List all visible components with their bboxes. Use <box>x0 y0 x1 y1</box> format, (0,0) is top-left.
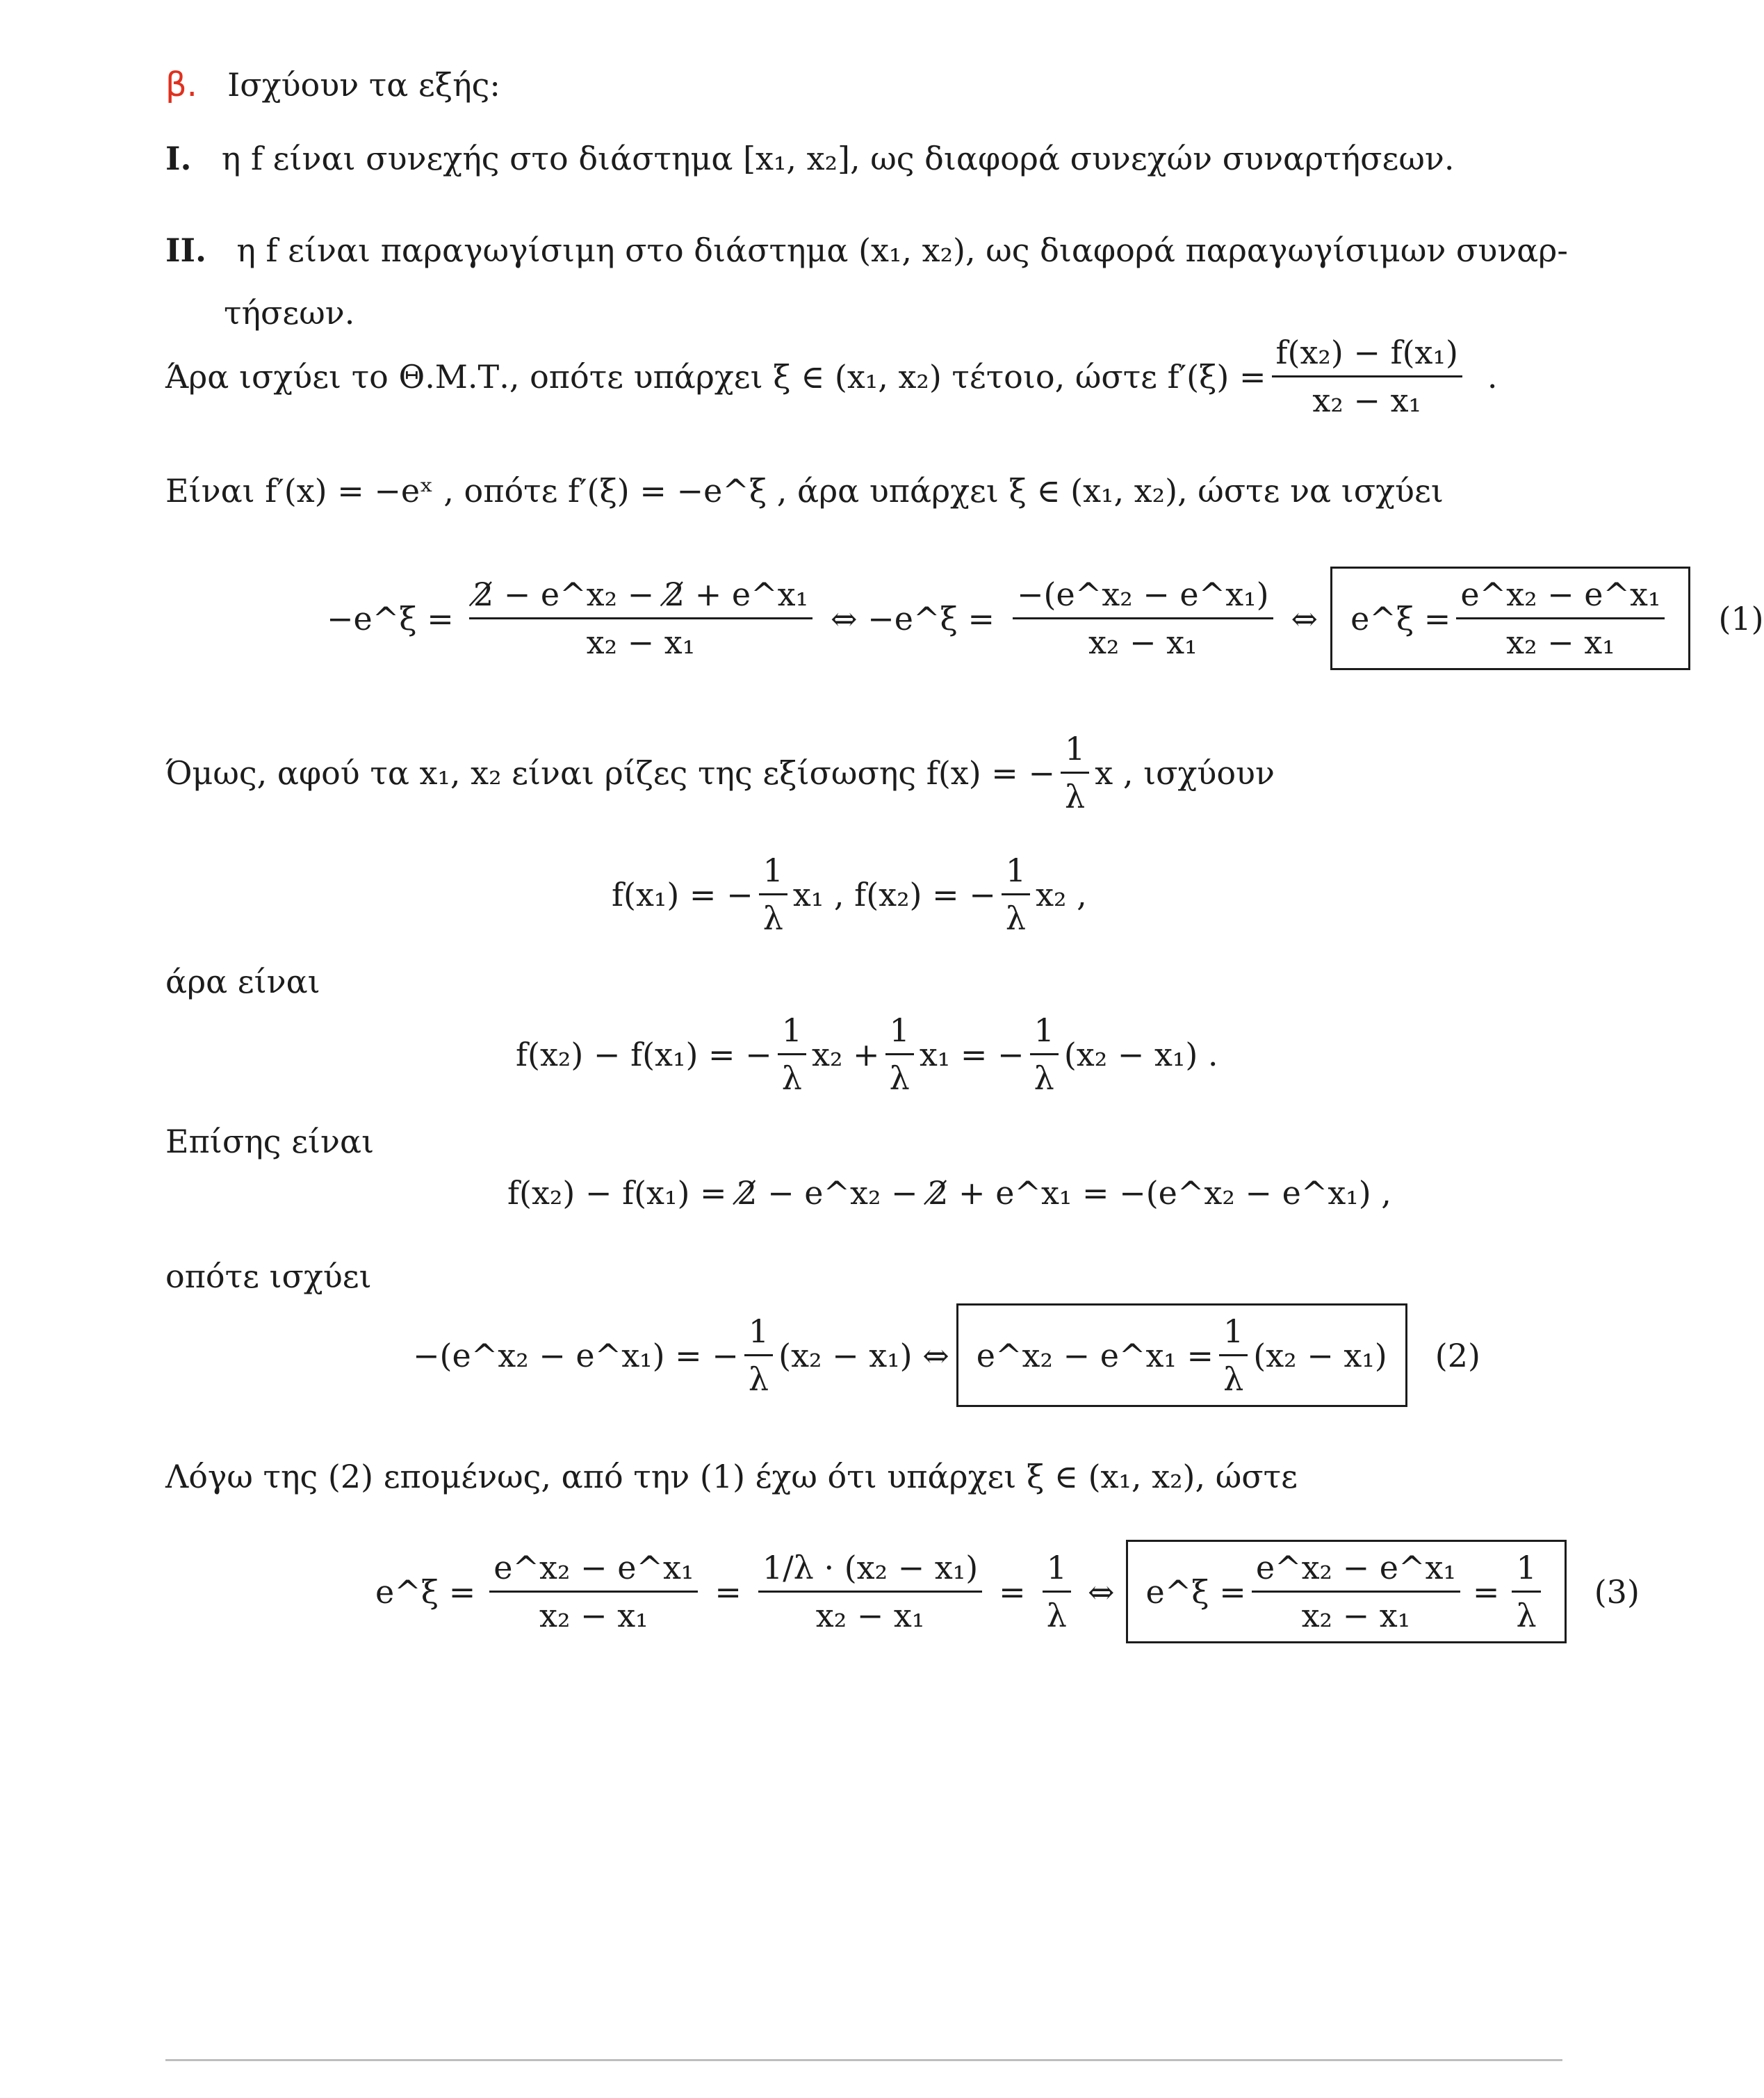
diff-num-1: 1 <box>778 1011 806 1055</box>
eq3-boxed-result <box>1126 1540 1567 1643</box>
eq1-iff: ⇔ <box>1291 599 1318 637</box>
diff-fraction-1 <box>778 1011 806 1097</box>
eq2-boxed-result <box>956 1303 1407 1407</box>
fvals-c: x₂ , <box>1036 875 1087 913</box>
eq3-box-eq: = <box>1472 1572 1500 1611</box>
eq3-lhs: e^ξ = <box>375 1572 476 1611</box>
eq1-label: (1) <box>1718 599 1764 637</box>
diff-c: x₁ = − <box>919 1035 1024 1073</box>
eq1-box-fraction <box>1456 576 1665 661</box>
mvt-numerator: f(x₂) − f(x₁) <box>1272 334 1462 377</box>
mvt-statement <box>165 334 1498 419</box>
roots-fraction <box>1061 730 1089 815</box>
ara-line: άρα είναι <box>165 963 320 1000</box>
roots-end: x , ισχύουν <box>1095 754 1275 792</box>
mvt-fraction <box>1272 334 1462 419</box>
fvals-fraction-1 <box>759 852 787 937</box>
eq3-iff: ⇔ <box>1087 1572 1115 1611</box>
eq2-box-den: λ <box>1223 1360 1244 1398</box>
item-1-number: I. <box>165 140 192 177</box>
item-1-text: η f είναι συνεχής στο διάστημα [x₁, x₂], ως διαφορά συνεχών συναρτήσεων. <box>221 140 1455 177</box>
eq3-box-num-2: 1 <box>1512 1549 1540 1593</box>
fvals-num-2: 1 <box>1002 852 1030 895</box>
roots-fraction-num: 1 <box>1061 730 1089 774</box>
eq1-fraction-a-num: 2̸ − e^x₂ − 2̸ + e^x₁ <box>469 576 812 619</box>
eq3-f1-den: x₂ − x₁ <box>539 1597 648 1634</box>
item-2-number: II. <box>165 231 207 269</box>
eq3-f2-num: 1/λ · (x₂ − x₁) <box>758 1549 982 1593</box>
eq3-f3-den: λ <box>1046 1597 1067 1634</box>
eq3-f1-num: e^x₂ − e^x₁ <box>489 1549 698 1593</box>
function-values <box>612 852 1087 937</box>
eq2-mid: (x₂ − x₁) ⇔ <box>778 1336 949 1374</box>
eq1-box-den: x₂ − x₁ <box>1506 624 1615 661</box>
eq2-label: (2) <box>1435 1336 1480 1374</box>
also-line: Επίσης είναι <box>165 1123 375 1160</box>
eq2-box-fraction <box>1219 1312 1248 1398</box>
opote-line: οπότε ισχύει <box>165 1258 372 1295</box>
eq1-lhs: −e^ξ = <box>327 599 454 637</box>
eq2-num: 1 <box>744 1312 773 1356</box>
diff-fraction-2 <box>885 1011 914 1097</box>
eq3-box-fraction-2 <box>1512 1549 1540 1634</box>
eq1-box-lhs: e^ξ = <box>1350 599 1451 637</box>
eq2-box-num: 1 <box>1219 1312 1248 1356</box>
eq1-box-num: e^x₂ − e^x₁ <box>1456 576 1665 619</box>
diff-den-3: λ <box>1034 1059 1054 1097</box>
fvals-num-1: 1 <box>759 852 787 895</box>
eq3-fraction-1 <box>489 1549 698 1634</box>
fvals-b: x₁ , f(x₂) = − <box>792 875 996 913</box>
diff-b: x₂ + <box>812 1035 880 1073</box>
item-1 <box>165 138 1454 179</box>
eq2-den: λ <box>748 1360 769 1398</box>
eq1-fraction-b-den: x₂ − x₁ <box>1088 624 1198 661</box>
eq3-fraction-3 <box>1043 1549 1071 1634</box>
eq1-mid: ⇔ −e^ξ = <box>831 599 995 637</box>
eq3-f3-num: 1 <box>1043 1549 1071 1593</box>
diff-fraction-3 <box>1030 1011 1059 1097</box>
eq1-boxed-result <box>1330 567 1690 670</box>
fvals-a: f(x₁) = − <box>612 875 753 913</box>
eq3-box-den: x₂ − x₁ <box>1301 1597 1411 1634</box>
fvals-fraction-2 <box>1002 852 1030 937</box>
item-2-continuation: τήσεων. <box>224 294 355 332</box>
difference-exponential: f(x₂) − f(x₁) = 2̸ − e^x₂ − 2̸ + e^x₁ = −(e^x₂ − e^x₁) , <box>507 1174 1391 1212</box>
part-marker: β. <box>165 65 197 104</box>
difference-equation <box>516 1011 1218 1097</box>
eq3-box-den-2: λ <box>1516 1597 1537 1634</box>
eq1-fraction-b-num: −(e^x₂ − e^x₁) <box>1013 576 1273 619</box>
roots-text: Όμως, αφού τα x₁, x₂ είναι ρίζες της εξίσωσης f(x) = − <box>165 754 1055 792</box>
item-2 <box>165 229 1568 271</box>
eq3-box-num: e^x₂ − e^x₁ <box>1252 1549 1460 1593</box>
eq2-box-a: e^x₂ − e^x₁ = <box>976 1336 1214 1374</box>
logo-line: Λόγω της (2) επομένως, από την (1) έχω ότι υπάρχει ξ ∈ (x₁, x₂), ώστε <box>165 1458 1298 1495</box>
footer-divider <box>165 2059 1562 2061</box>
diff-den-2: λ <box>889 1059 910 1097</box>
mvt-denominator: x₂ − x₁ <box>1312 382 1421 419</box>
eq2-fraction <box>744 1312 773 1398</box>
mvt-text: Άρα ισχύει το Θ.Μ.Τ., οπότε υπάρχει ξ ∈ (x₁, x₂) τέτοιο, ώστε f′(ξ) = <box>165 357 1266 396</box>
diff-a: f(x₂) − f(x₁) = − <box>516 1035 772 1073</box>
roots-statement <box>165 730 1275 815</box>
eq3-box-fraction-1 <box>1252 1549 1460 1634</box>
eq3-fraction-2 <box>758 1549 982 1634</box>
part-intro: Ισχύουν τα εξής: <box>227 66 500 104</box>
eq3-label: (3) <box>1594 1572 1640 1611</box>
diff-num-2: 1 <box>885 1011 914 1055</box>
fvals-den-1: λ <box>762 900 783 937</box>
equation-3 <box>375 1540 1640 1643</box>
equation-2 <box>413 1303 1480 1407</box>
diff-num-3: 1 <box>1030 1011 1059 1055</box>
part-header <box>165 64 500 106</box>
eq1-fraction-a-den: x₂ − x₁ <box>586 624 696 661</box>
roots-fraction-den: λ <box>1065 778 1086 815</box>
eq2-box-b: (x₂ − x₁) <box>1253 1336 1387 1374</box>
diff-d: (x₂ − x₁) . <box>1063 1035 1218 1073</box>
fvals-den-2: λ <box>1005 900 1027 937</box>
diff-den-1: λ <box>781 1059 802 1097</box>
eq3-box-lhs: e^ξ = <box>1145 1572 1246 1611</box>
eq1-fraction-b <box>1013 576 1273 661</box>
eq1-fraction-a <box>469 576 812 661</box>
eq3-eq-2: = <box>999 1572 1026 1611</box>
mvt-period: . <box>1487 357 1498 396</box>
item-2-text: η f είναι παραγωγίσιμη στο διάστημα (x₁, x₂), ως διαφορά παραγωγίσιμων συναρ- <box>236 231 1568 269</box>
derivative-line: Είναι f′(x) = −eˣ , οπότε f′(ξ) = −e^ξ , άρα υπάρχει ξ ∈ (x₁, x₂), ώστε να ισχύει <box>165 472 1444 510</box>
eq3-f2-den: x₂ − x₁ <box>815 1597 925 1634</box>
equation-1 <box>327 567 1764 670</box>
eq2-lhs: −(e^x₂ − e^x₁) = − <box>413 1336 739 1374</box>
eq3-eq: = <box>714 1572 742 1611</box>
